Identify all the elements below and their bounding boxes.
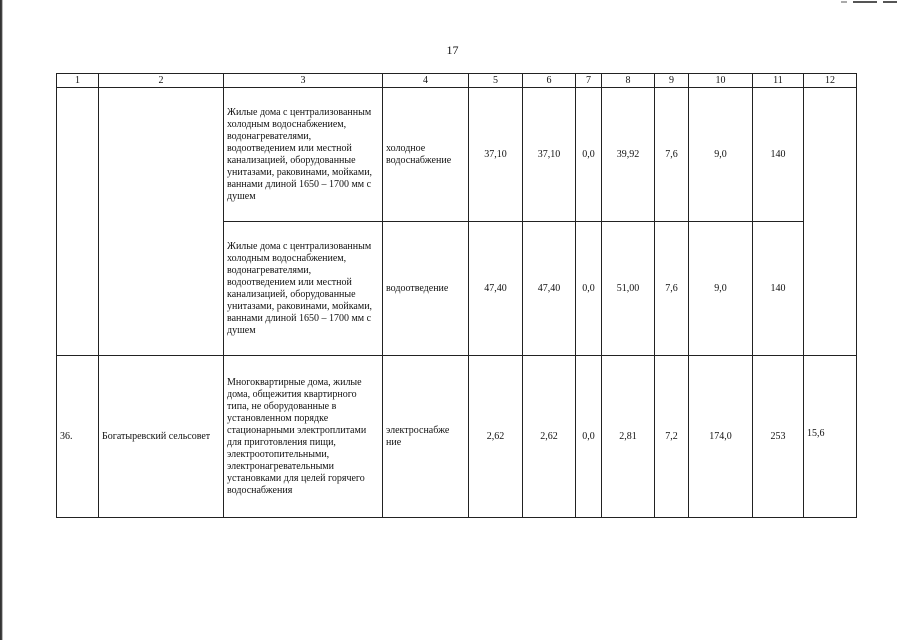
value-cell: 253 bbox=[753, 356, 804, 518]
value-cell: 15,6 bbox=[804, 353, 857, 515]
header-cell: 5 bbox=[469, 74, 523, 88]
row-number-cell bbox=[57, 88, 99, 356]
value-cell: 0,0 bbox=[576, 222, 602, 356]
description-cell: Жилые дома с централизованным холодным водоснабжением, водонагревателями, водоотведением или местной канализацией, оборудованные унитазами, раковинами, мойками, ваннами длиной 1650 – 1700 мм с душем bbox=[224, 222, 383, 356]
header-cell: 12 bbox=[804, 74, 857, 88]
header-cell: 6 bbox=[523, 74, 576, 88]
header-cell: 1 bbox=[57, 74, 99, 88]
value-cell: 9,0 bbox=[689, 222, 753, 356]
value-cell: 9,0 bbox=[689, 88, 753, 222]
value-cell: 2,62 bbox=[523, 356, 576, 518]
value-cell bbox=[804, 88, 857, 356]
header-cell: 10 bbox=[689, 74, 753, 88]
value-cell: 7,6 bbox=[655, 222, 689, 356]
value-cell: 37,10 bbox=[523, 88, 576, 222]
value-cell: 37,10 bbox=[469, 88, 523, 222]
header-cell: 7 bbox=[576, 74, 602, 88]
page-number: 17 bbox=[446, 43, 459, 57]
header-row bbox=[57, 74, 857, 88]
header-cell: 8 bbox=[602, 74, 655, 88]
value-cell: 0,0 bbox=[576, 356, 602, 518]
value-cell: 2,62 bbox=[469, 356, 523, 518]
scan-edge bbox=[0, 0, 3, 640]
table-row bbox=[57, 356, 857, 518]
service-cell: холодное водоснабжение bbox=[383, 88, 469, 222]
description-cell: Жилые дома с централизованным холодным водоснабжением, водонагревателями, водоотведением или местной канализацией, оборудованные унитазами, раковинами, мойками, ваннами длиной 1650 – 1700 мм с душем bbox=[224, 88, 383, 222]
row-number-cell: 36. bbox=[57, 356, 99, 518]
value-cell: 2,81 bbox=[602, 356, 655, 518]
value-cell: 140 bbox=[753, 222, 804, 356]
value-cell: 174,0 bbox=[689, 356, 753, 518]
service-cell: электроснабже ние bbox=[383, 356, 469, 518]
header-cell: 3 bbox=[224, 74, 383, 88]
value-cell: 140 bbox=[753, 88, 804, 222]
header-cell: 9 bbox=[655, 74, 689, 88]
table-row bbox=[57, 88, 857, 222]
tariff-table bbox=[56, 73, 857, 518]
header-cell: 4 bbox=[383, 74, 469, 88]
area-cell: Богатыревский сельсовет bbox=[99, 356, 224, 518]
scan-corner-marks bbox=[817, 0, 897, 6]
value-cell: 47,40 bbox=[523, 222, 576, 356]
area-cell bbox=[99, 88, 224, 356]
description-cell: Многоквартирные дома, жилые дома, общежития квартирного типа, не оборудованные в установленном порядке стационарными электроплитами для приготовления пищи, электроотопительными, электронагревательными установками для целей горячего водоснабжения bbox=[224, 356, 383, 518]
header-cell: 2 bbox=[99, 74, 224, 88]
value-cell: 39,92 bbox=[602, 88, 655, 222]
header-cell: 11 bbox=[753, 74, 804, 88]
service-cell: водоотведение bbox=[383, 222, 469, 356]
value-cell: 47,40 bbox=[469, 222, 523, 356]
value-cell: 7,2 bbox=[655, 356, 689, 518]
value-cell: 7,6 bbox=[655, 88, 689, 222]
value-cell: 0,0 bbox=[576, 88, 602, 222]
value-cell: 51,00 bbox=[602, 222, 655, 356]
